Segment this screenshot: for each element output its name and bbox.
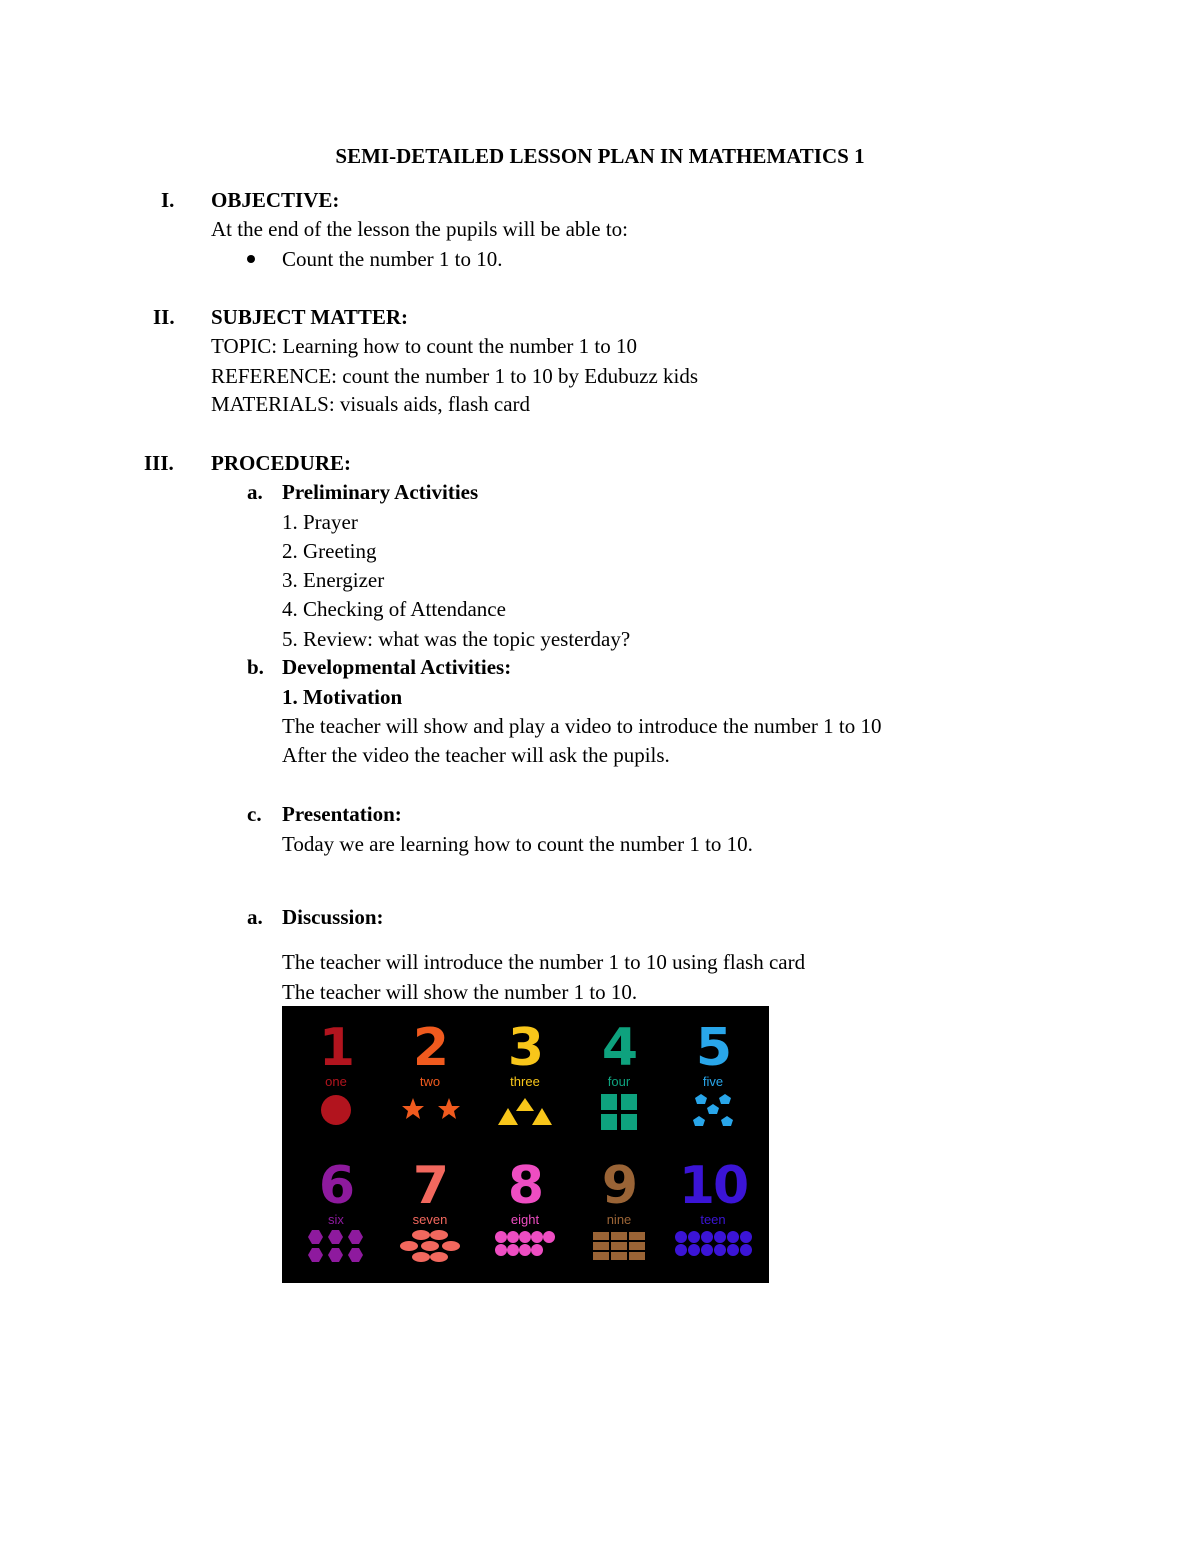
digit-8: 8	[507, 1156, 543, 1216]
digit-1: 1	[318, 1018, 354, 1078]
flash-card-7	[383, 1156, 477, 1227]
flash-card-3	[478, 1018, 572, 1089]
list-item: 3. Energizer	[282, 568, 385, 592]
flash-card-10	[666, 1156, 760, 1227]
word-10: teen	[700, 1212, 726, 1227]
digit-7: 7	[412, 1156, 448, 1216]
word-2: two	[419, 1074, 441, 1089]
motivation-title: 1. Motivation	[282, 685, 403, 709]
list-item: 1. Prayer	[282, 510, 358, 534]
procedure-letter-b: b.	[247, 655, 264, 679]
word-5: five	[702, 1074, 724, 1089]
hexagon-icon	[289, 1228, 383, 1268]
square-icon	[572, 1092, 666, 1132]
digit-4: 4	[601, 1018, 637, 1078]
procedure-letter-c: c.	[247, 802, 262, 826]
discussion-title: Discussion:	[282, 905, 384, 929]
discussion-line-2: The teacher will show the number 1 to 10.	[282, 980, 638, 1004]
section-heading-objective: OBJECTIVE:	[211, 188, 340, 212]
flash-card-6	[289, 1156, 383, 1227]
digit-5: 5	[695, 1018, 731, 1078]
triangle-icon	[478, 1092, 572, 1132]
word-3: three	[510, 1074, 540, 1089]
presentation-title: Presentation:	[282, 802, 402, 826]
page-title: SEMI-DETAILED LESSON PLAN IN MATHEMATICS 1	[335, 144, 865, 168]
subject-materials: MATERIALS: visuals aids, flash card	[211, 392, 531, 416]
word-6: six	[328, 1212, 344, 1227]
circle-icon	[289, 1092, 383, 1132]
subject-topic: TOPIC: Learning how to count the number 1 to 10	[211, 334, 637, 358]
list-item: 2. Greeting	[282, 539, 377, 563]
word-9: nine	[606, 1212, 632, 1227]
motivation-line-2: After the video the teacher will ask the pupils.	[282, 743, 670, 767]
motivation-line-1: The teacher will show and play a video to introduce the number 1 to 10	[282, 714, 882, 738]
section-heading-subject-matter: SUBJECT MATTER:	[211, 305, 409, 329]
flash-card-4	[572, 1018, 666, 1089]
word-7: seven	[412, 1212, 448, 1227]
objective-bullet: Count the number 1 to 10.	[282, 247, 503, 271]
dot-row-icon	[666, 1228, 760, 1268]
digit-6: 6	[318, 1156, 354, 1216]
word-4: four	[607, 1074, 631, 1089]
section-heading-procedure: PROCEDURE:	[211, 451, 351, 475]
number-flash-card	[282, 1006, 769, 1283]
word-8: eight	[510, 1212, 540, 1227]
section-numeral-3: III.	[144, 451, 174, 475]
word-1: one	[325, 1074, 347, 1089]
list-item: 5. Review: what was the topic yesterday?	[282, 627, 631, 651]
flash-card-1	[289, 1018, 383, 1089]
digit-3: 3	[507, 1018, 543, 1078]
preliminary-activities-title: Preliminary Activities	[282, 480, 479, 504]
dot-icon	[478, 1228, 572, 1268]
discussion-line-1: The teacher will introduce the number 1 to 10 using flash card	[282, 950, 806, 974]
star-icon	[383, 1092, 477, 1132]
digit-2: 2	[412, 1018, 448, 1078]
flash-card-9	[572, 1156, 666, 1227]
developmental-activities-title: Developmental Activities:	[282, 655, 512, 679]
pentagon-icon	[666, 1092, 760, 1132]
rectangle-icon	[572, 1228, 666, 1268]
digit-9: 9	[601, 1156, 637, 1216]
section-numeral-2: II.	[153, 305, 175, 329]
list-item: 4. Checking of Attendance	[282, 597, 506, 621]
section-numeral-1: I.	[161, 188, 175, 212]
flash-card-2	[383, 1018, 477, 1089]
flash-card-5	[666, 1018, 760, 1089]
digit-10: 10	[678, 1156, 748, 1216]
procedure-letter-a: a.	[247, 480, 263, 504]
flash-card-8	[478, 1156, 572, 1227]
objective-intro: At the end of the lesson the pupils will be able to:	[211, 217, 629, 241]
subject-reference: REFERENCE: count the number 1 to 10 by Edubuzz kids	[211, 364, 699, 388]
bullet-icon	[247, 255, 255, 263]
procedure-letter-discussion: a.	[247, 905, 263, 929]
presentation-line: Today we are learning how to count the number 1 to 10.	[282, 832, 753, 856]
oval-icon	[383, 1228, 477, 1268]
